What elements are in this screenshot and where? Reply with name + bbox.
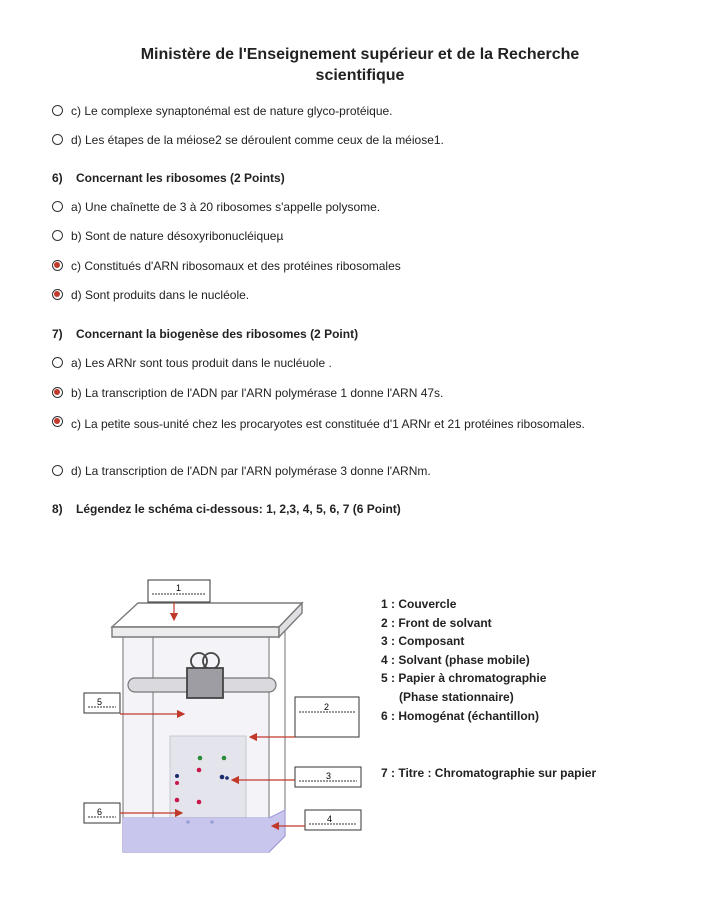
option-text: c) Constitués d'ARN ribosomaux et des protéines ribosomales (71, 259, 401, 273)
option-text: b) La transcription de l'ADN par l'ARN polymérase 1 donne l'ARN 47s. (71, 386, 444, 400)
question-number: 6) (52, 171, 63, 185)
legend-item: 2 : Front de solvant (381, 615, 492, 630)
legend-item: 3 : Composant (381, 634, 465, 649)
svg-text:4: 4 (327, 814, 333, 824)
svg-text:3: 3 (326, 771, 332, 781)
svg-text:6: 6 (97, 807, 103, 817)
lid (112, 603, 302, 637)
option-text: d) Sont produits dans le nucléole. (71, 288, 250, 302)
title-line-1: Ministère de l'Enseignement supérieur et de la Recherche (140, 46, 580, 63)
option-text: c) La petite sous-unité chez les procaryotes est constituée d'1 ARNr et 21 protéines ribosomales. (71, 417, 585, 431)
svg-text:5: 5 (97, 697, 103, 707)
option-text: a) Les ARNr sont tous produit dans le nucléuole . (71, 356, 332, 370)
legend-item: 5 : Papier à chromatographie (381, 671, 547, 686)
legend-title: 7 : Titre : Chromatographie sur papier (381, 766, 597, 780)
label-number: 1 (176, 583, 182, 593)
option-text: d) La transcription de l'ADN par l'ARN polymérase 3 donne l'ARNm. (71, 464, 431, 478)
legend-item: (Phase stationnaire) (399, 689, 514, 704)
legend-item: 6 : Homogénat (échantillon) (381, 708, 540, 723)
option-text: d) Les étapes de la méiose2 se déroulent comme ceux de la méiose1. (71, 133, 444, 147)
question-title: Concernant la biogenèse des ribosomes (2 Point) (76, 327, 359, 341)
svg-text:2: 2 (324, 702, 330, 712)
question-title: Concernant les ribosomes (2 Points) (76, 171, 285, 185)
question-number: 7) (52, 327, 63, 341)
option-text: c) Le complexe synaptonémal est de nature glyco-protéique. (71, 104, 393, 118)
question-title: Légendez le schéma ci-dessous: 1, 2,3, 4, 5, 6, 7 (6 Point) (76, 502, 401, 516)
legend-item: 4 : Solvant (phase mobile) (381, 652, 530, 667)
diagram-legend (381, 595, 546, 725)
title-line-2: scientifique (315, 67, 405, 84)
option-text: b) Sont de nature désoxyribonucléiqueµ (71, 229, 284, 243)
question-number: 8) (52, 502, 63, 516)
legend-item: 1 : Couvercle (381, 597, 457, 611)
option-text: a) Une chaînette de 3 à 20 ribosomes s'appelle polysome. (71, 200, 381, 214)
